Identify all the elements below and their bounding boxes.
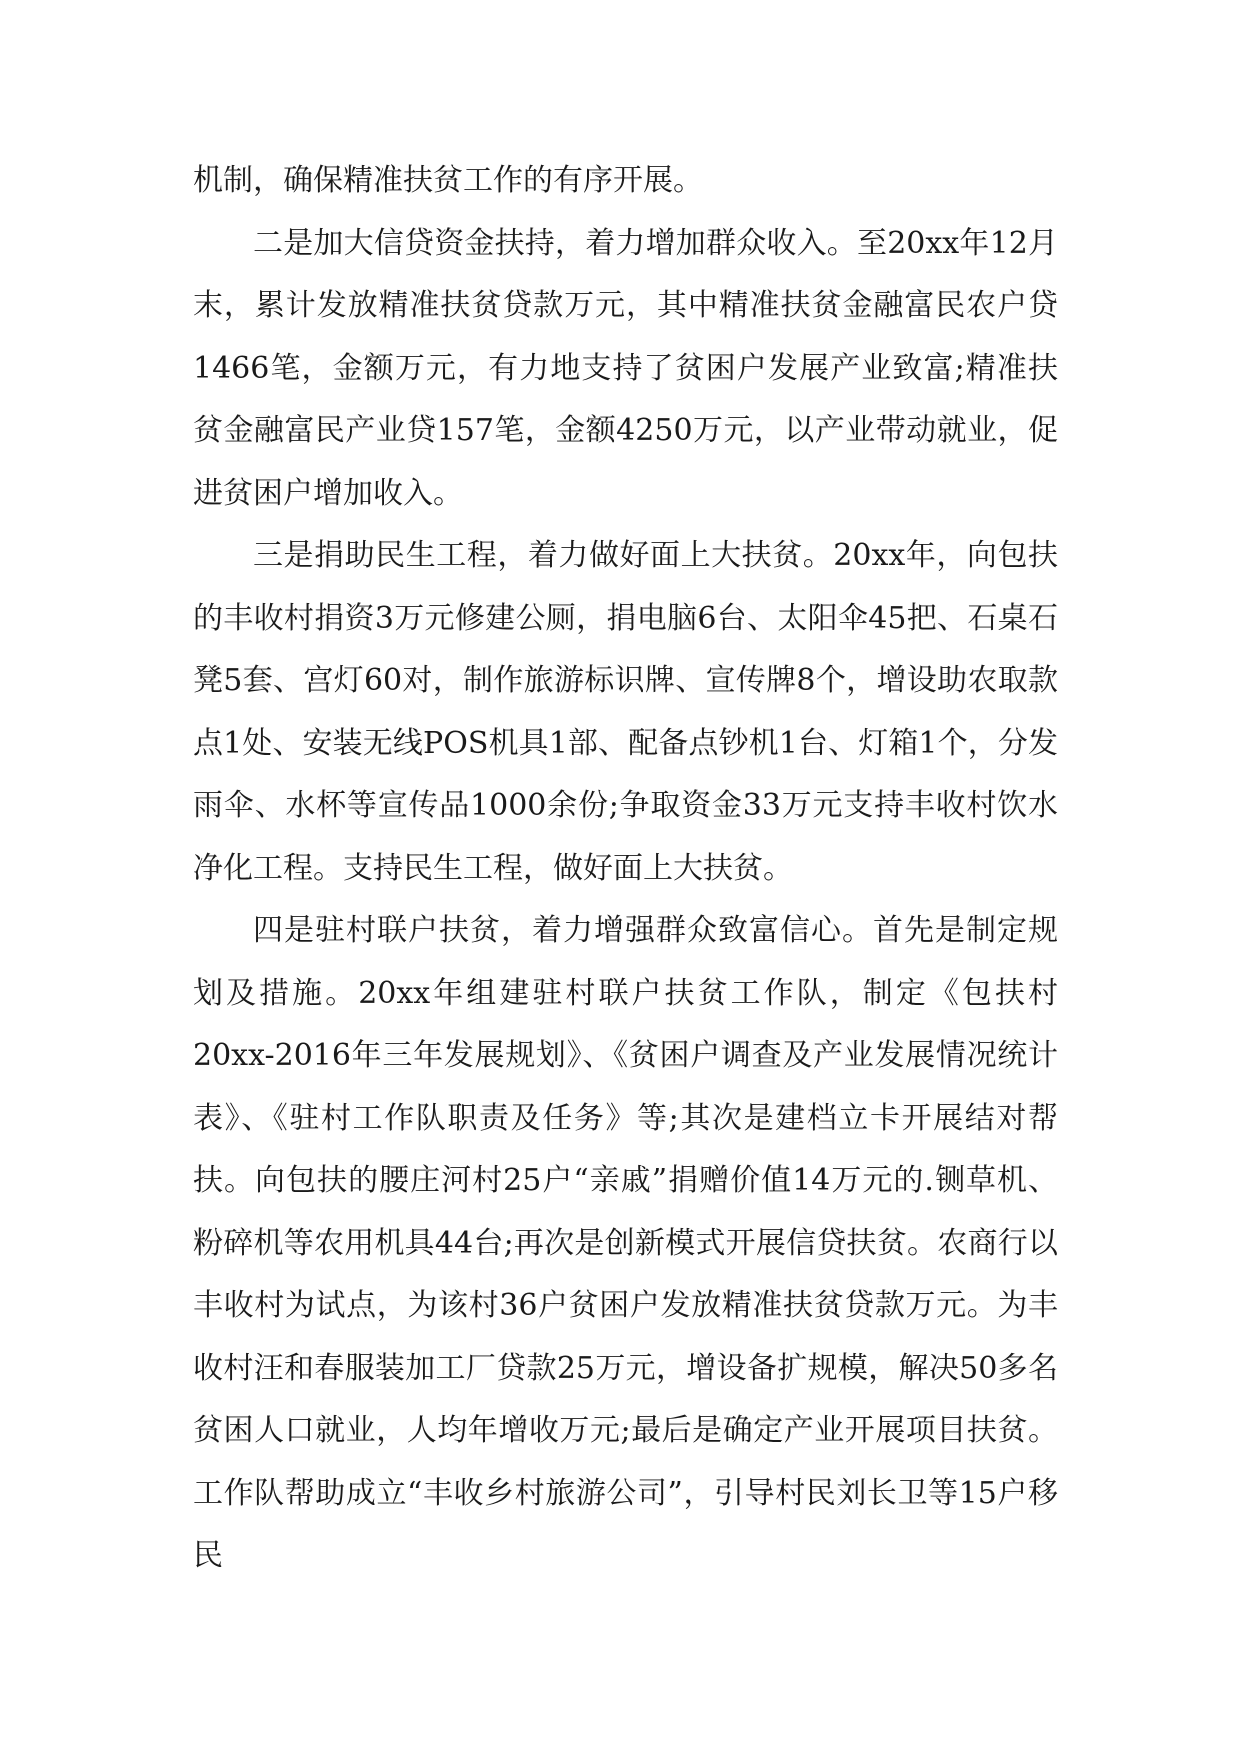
paragraph-credit-support: 二是加大信贷资金扶持，着力增加群众收入。至20xx年12月末，累计发放精准扶贫贷款万元，其中精准扶贫金融富民农户贷1466笔，金额万元，有力地支持了贫困户发展产业致富;精准扶贫金融富民产业贷157笔，金额4250万元，以产业带动就业，促进贫困户增加收入。 bbox=[193, 225, 1058, 511]
paragraph-continuation: 机制，确保精准扶贫工作的有序开展。 bbox=[193, 163, 703, 198]
paragraph-village-assistance: 四是驻村联户扶贫，着力增强群众致富信心。首先是制定规划及措施。20xx年组建驻村联户扶贫工作队，制定《包扶村20xx-2016年三年发展规划》、《贫困户调查及产业发展情况统计表》、《驻村工作队职责及任务》等;其次是建档立卡开展结对帮扶。向包扶的腰庄河村25户“亲戚”捐赠价值14万元的.铡草机、粉碎机等农用机具44台;再次是创新模式开展信贷扶贫。农商行以丰收村为试点，为该村36户贫困户发放精准扶贫贷款万元。为丰收村汪和春服装加工厂贷款25万元，增设备扩规模，解决50多名贫困人口就业，人均年增收万元;最后是确定产业开展项目扶贫。工作队帮助成立“丰收乡村旅游公司”，引导村民刘长卫等15户移民 bbox=[193, 913, 1058, 1573]
paragraph-livelihood-projects: 三是捐助民生工程，着力做好面上大扶贫。20xx年，向包扶的丰收村捐资3万元修建公厕，捐电脑6台、太阳伞45把、石桌石凳5套、宫灯60对，制作旅游标识牌、宣传牌8个，增设助农取款点1处、安装无线POS机具1部、配备点钞机1台、灯箱1个，分发雨伞、水杯等宣传品1000余份;争取资金33万元支持丰收村饮水净化工程。支持民生工程，做好面上大扶贫。 bbox=[193, 538, 1058, 886]
document-body bbox=[193, 150, 1058, 1588]
